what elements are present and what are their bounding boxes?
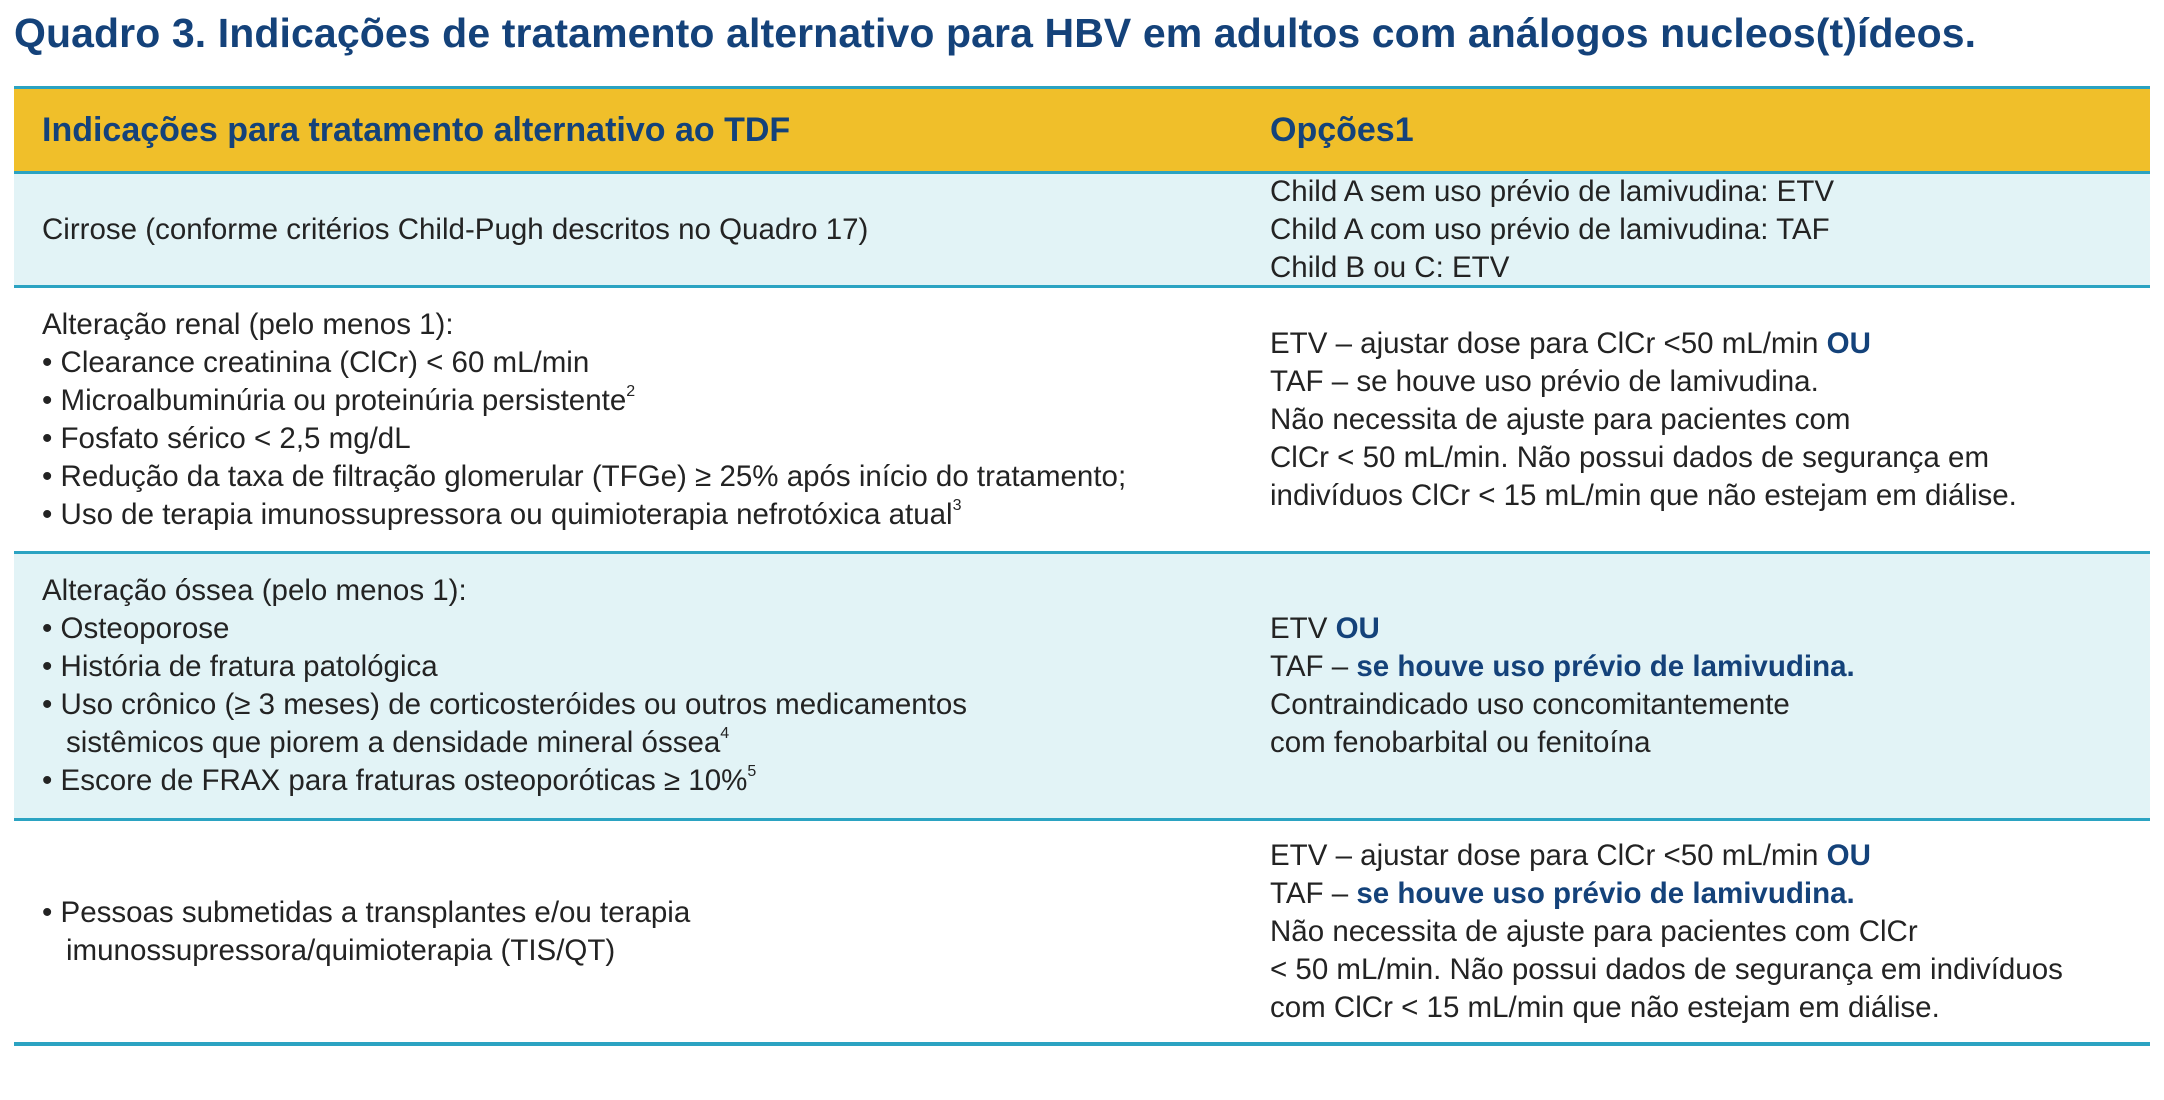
option-text: ETV – ajustar dose para ClCr <50 mL/min — [1270, 838, 1827, 872]
option-line: < 50 mL/min. Não possui dados de segurança em indivíduos — [1270, 952, 2063, 986]
bullet-text: • Microalbuminúria ou proteinúria persistente — [42, 383, 627, 417]
option-text: ETV – ajustar dose para ClCr <50 mL/min — [1270, 326, 1827, 360]
bullet-item: • História de fratura patológica — [42, 650, 438, 683]
option-line: Não necessita de ajuste para pacientes com — [1270, 402, 1851, 436]
footnote-ref: 3 — [952, 496, 962, 514]
bullet-item: • Redução da taxa de filtração glomerular (TFGe) ≥ 25% após início do tratamento; — [42, 459, 1127, 493]
option-line: com fenobarbital ou fenitoína — [1270, 726, 1651, 759]
footnote-ref: 4 — [720, 725, 730, 742]
table-row-cirrhosis — [14, 174, 2150, 288]
option-line — [1270, 610, 2140, 648]
bullet-text: • Escore de FRAX para fraturas osteoporóticas ≥ 10% — [42, 764, 748, 797]
footnote-ref: 5 — [747, 763, 757, 780]
option-bold: OU — [1826, 326, 1871, 360]
cell-indication — [42, 288, 1252, 551]
table-header — [14, 89, 2150, 174]
option-line: indivíduos ClCr < 15 mL/min que não estejam em diálise. — [1270, 478, 2017, 512]
bullet-item: • Uso crônico (≥ 3 meses) de corticosteróides ou outros medicamentos — [42, 688, 968, 721]
option-line: Child A sem uso prévio de lamivudina: ETV — [1270, 174, 1835, 208]
page-title: Quadro 3. Indicações de tratamento alternativo para HBV em adultos com análogos nucleos(t)ídeos. — [14, 10, 1977, 56]
bullet-item — [42, 496, 1252, 534]
bullet-item: • Pessoas submetidas a transplantes e/ou terapia — [42, 895, 691, 929]
option-line — [1270, 648, 2140, 686]
option-bold: se houve uso prévio de lamivudina. — [1356, 876, 1855, 910]
option-line — [1270, 875, 2140, 913]
bullet-item: • Clearance creatinina (ClCr) < 60 mL/min — [42, 345, 590, 379]
bullet-item: • Osteoporose — [42, 612, 230, 645]
cell-heading: Alteração renal (pelo menos 1): — [42, 307, 454, 341]
header-indications: Indicações para tratamento alternativo ao TDF — [42, 110, 791, 149]
table-row-transplant — [14, 821, 2150, 1042]
cell-options — [1270, 554, 2140, 818]
option-bold: se houve uso prévio de lamivudina. — [1356, 650, 1855, 683]
cell-indication — [42, 821, 1252, 1042]
option-bold: OU — [1826, 838, 1871, 872]
footnote-ref: 2 — [626, 382, 636, 400]
cell-indication — [42, 174, 1252, 285]
option-line: com ClCr < 15 mL/min que não estejam em diálise. — [1270, 990, 1940, 1024]
bullet-text: • Uso de terapia imunossupressora ou quimioterapia nefrotóxica atual — [42, 497, 953, 531]
cell-heading: Alteração óssea (pelo menos 1): — [42, 574, 467, 607]
bullet-continuation — [42, 724, 1252, 762]
bullet-item — [42, 382, 1252, 420]
bullet-text: sistêmicos que piorem a densidade mineral óssea — [66, 726, 721, 759]
option-text: TAF – — [1270, 876, 1357, 910]
option-line: Não necessita de ajuste para pacientes com ClCr — [1270, 914, 1918, 948]
header-options: Opções1 — [1270, 110, 1414, 149]
option-line: Child B ou C: ETV — [1270, 250, 1510, 284]
cell-text: Cirrose (conforme critérios Child-Pugh descritos no Quadro 17) — [42, 212, 869, 246]
option-line: Child A com uso prévio de lamivudina: TAF — [1270, 212, 1830, 246]
cell-options — [1270, 288, 2140, 551]
bullet-continuation: imunossupressora/quimioterapia (TIS/QT) — [66, 933, 616, 967]
option-text: TAF – — [1270, 650, 1357, 683]
option-line: Contraindicado uso concomitantemente — [1270, 688, 1790, 721]
bullet-item: • Fosfato sérico < 2,5 mg/dL — [42, 421, 411, 455]
bullet-item — [42, 762, 1252, 800]
cell-options — [1270, 821, 2140, 1042]
option-line — [1270, 837, 2140, 875]
option-line — [1270, 325, 2140, 363]
option-line: ClCr < 50 mL/min. Não possui dados de segurança em — [1270, 440, 1990, 474]
option-line: TAF – se houve uso prévio de lamivudina. — [1270, 364, 1819, 398]
option-bold: OU — [1335, 612, 1380, 645]
table-row-renal — [14, 288, 2150, 554]
option-text: ETV — [1270, 612, 1336, 645]
table-row-bone — [14, 554, 2150, 821]
cell-options — [1270, 174, 2140, 285]
cell-indication — [42, 554, 1252, 818]
treatment-table — [14, 86, 2150, 1046]
